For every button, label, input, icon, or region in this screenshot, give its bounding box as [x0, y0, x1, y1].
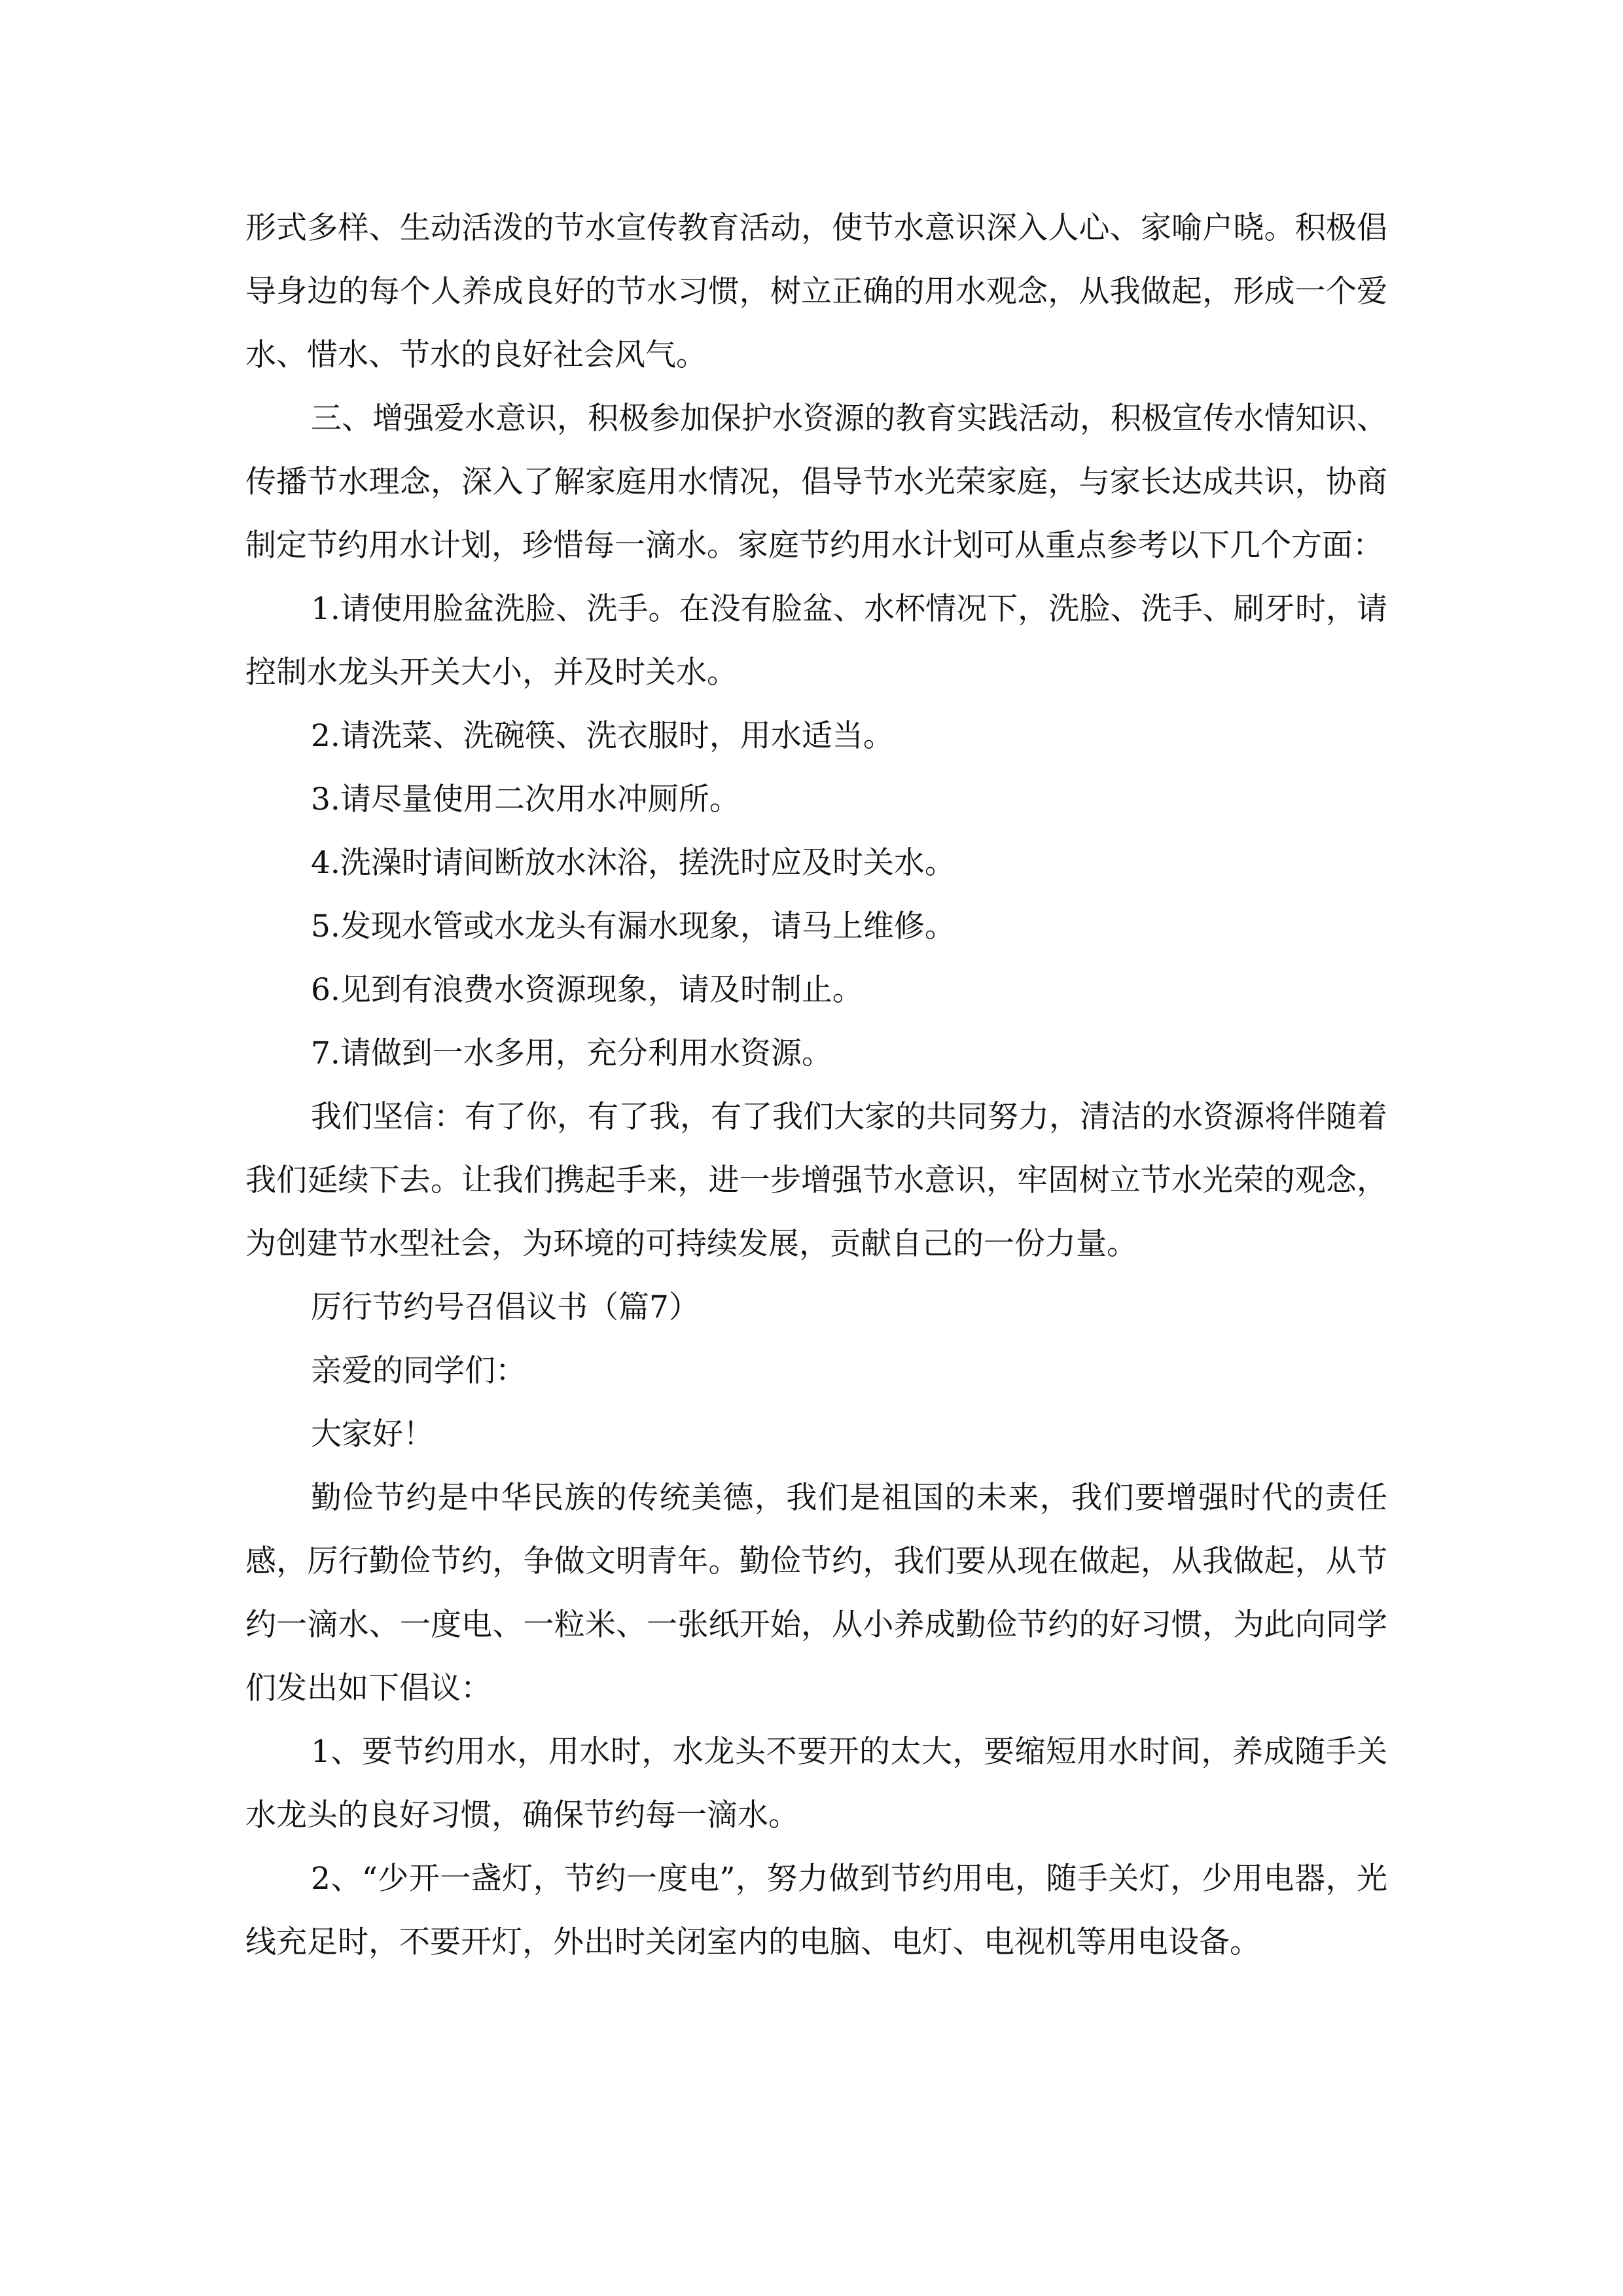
- paragraph: 形式多样、生动活泼的节水宣传教育活动，使节水意识深入人心、家喻户晓。积极倡导身边的每个人养成良好的节水习惯，树立正确的用水观念，从我做起，形成一个爱水、惜水、节水的良好社会风气。: [245, 210, 1387, 373]
- list-item: 1.请使用脸盆洗脸、洗手。在没有脸盆、水杯情况下，洗脸、洗手、刷牙时，请控制水龙头开关大小，并及时关水。: [245, 591, 1387, 691]
- paragraph-section-three: 三、增强爱水意识，积极参加保护水资源的教育实践活动，积极宣传水情知识、传播节水理念，深入了解家庭用水情况，倡导节水光荣家庭，与家长达成共识，协商制定节约用水计划，珍惜每一滴水。家庭节约用水计划可从重点参考以下几个方面：: [245, 401, 1387, 564]
- salutation: 亲爱的同学们：: [311, 1353, 526, 1389]
- greeting: 大家好！: [311, 1416, 434, 1452]
- list-item: 7.请做到一水多用，充分利用水资源。: [311, 1035, 832, 1071]
- list-item: 1、要节约用水，用水时，水龙头不要开的太大，要缩短用水时间，养成随手关水龙头的良好习惯，确保节约每一滴水。: [245, 1734, 1387, 1833]
- section-title: 厉行节约号召倡议书（篇7）: [311, 1289, 700, 1325]
- document-body: [245, 196, 1387, 1974]
- paragraph-conclusion: 我们坚信：有了你，有了我，有了我们大家的共同努力，清洁的水资源将伴随着我们延续下去。让我们携起手来，进一步增强节水意识，牢固树立节水光荣的观念，为创建节水型社会，为环境的可持续发展，贡献自己的一份力量。: [245, 1099, 1387, 1262]
- list-item: 3.请尽量使用二次用水冲厕所。: [311, 781, 740, 817]
- paragraph-intro: 勤俭节约是中华民族的传统美德，我们是祖国的未来，我们要增强时代的责任感，厉行勤俭节约，争做文明青年。勤俭节约，我们要从现在做起，从我做起，从节约一滴水、一度电、一粒米、一张纸开始，从小养成勤俭节约的好习惯，为此向同学们发出如下倡议：: [245, 1480, 1387, 1706]
- list-item: 2、“少开一盏灯，节约一度电”，努力做到节约用电，随手关灯，少用电器，光线充足时，不要开灯，外出时关闭室内的电脑、电灯、电视机等用电设备。: [245, 1861, 1387, 1960]
- list-item: 2.请洗菜、洗碗筷、洗衣服时，用水适当。: [311, 718, 894, 754]
- list-item: 6.见到有浪费水资源现象，请及时制止。: [311, 972, 863, 1008]
- list-item: 5.发现水管或水龙头有漏水现象，请马上维修。: [311, 908, 955, 944]
- list-item: 4.洗澡时请间断放水沐浴，搓洗时应及时关水。: [311, 845, 955, 881]
